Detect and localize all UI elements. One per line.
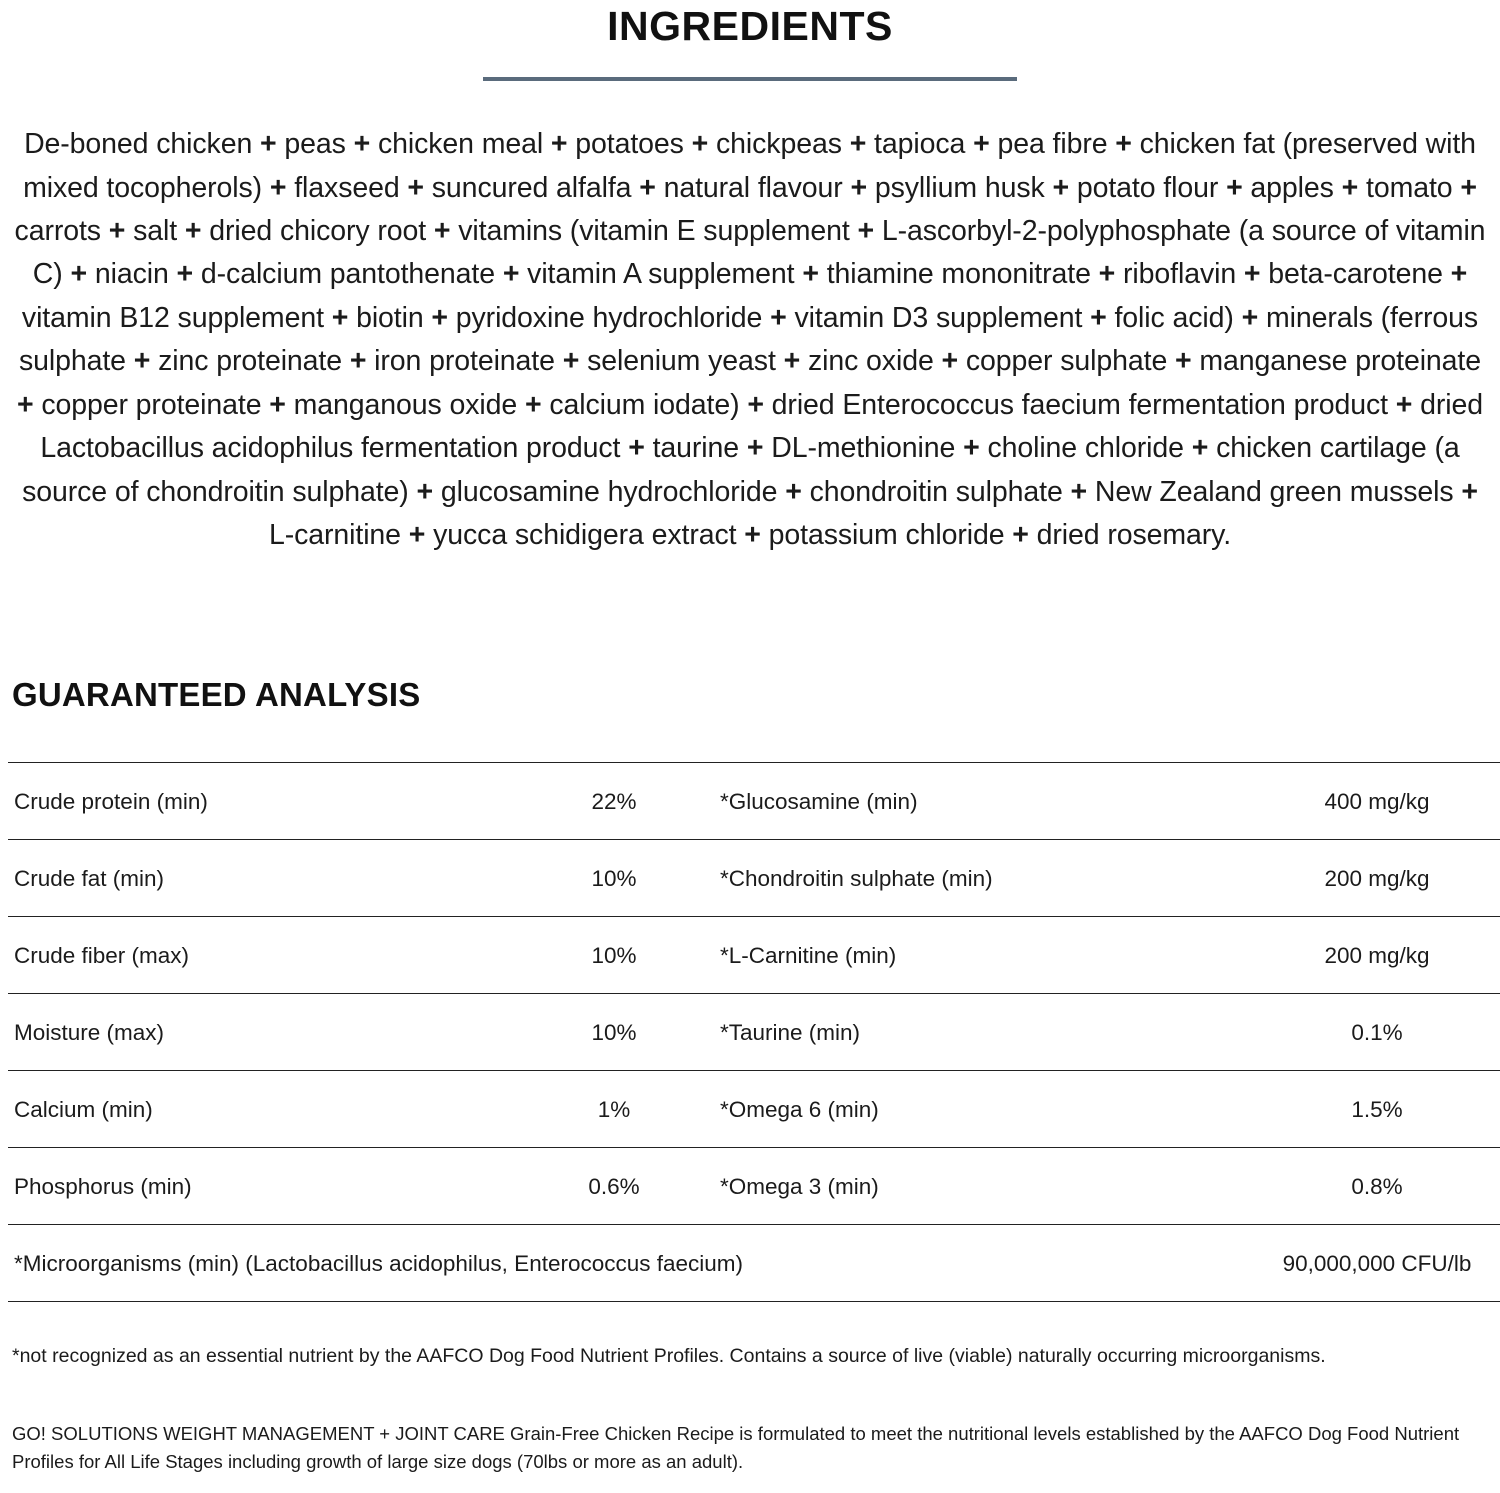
nutrient-label: *Omega 6 (min) (714, 1070, 1250, 1147)
table-row (8, 916, 1500, 993)
microorganisms-value: 90,000,000 CFU/lb (1250, 1224, 1500, 1301)
nutrient-value: 10% (514, 916, 714, 993)
nutrient-label: *Chondroitin sulphate (min) (714, 839, 1250, 916)
table-row (8, 993, 1500, 1070)
nutrient-label: *Taurine (min) (714, 993, 1250, 1070)
nutrient-value: 200 mg/kg (1250, 839, 1500, 916)
nutrient-label: Crude protein (min) (8, 762, 514, 839)
nutrient-value: 0.6% (514, 1147, 714, 1224)
aafco-statement: GO! SOLUTIONS WEIGHT MANAGEMENT + JOINT CARE Grain-Free Chicken Recipe is formulated to meet the nutritional levels established by the AAFCO Dog Food Nutrient Profiles for All Life Stages including growth of large size dogs (70lbs or more as an adult). (12, 1422, 1460, 1472)
nutrient-value: 0.1% (1250, 993, 1500, 1070)
nutrient-value: 22% (514, 762, 714, 839)
nutrient-value: 200 mg/kg (1250, 916, 1500, 993)
microorganisms-label: *Microorganisms (min) (Lactobacillus acidophilus, Enterococcus faecium) (8, 1224, 1250, 1301)
asterisk-footnote: *not recognized as an essential nutrient by the AAFCO Dog Food Nutrient Profiles. Contains a source of live (viable) naturally occurring microorganisms. (12, 1344, 1326, 1367)
nutrient-label: *L-Carnitine (min) (714, 916, 1250, 993)
ingredients-heading: INGREDIENTS (607, 3, 893, 49)
ingredients-text: De-boned chicken + peas + chicken meal + potatoes + chickpeas + tapioca + pea fibre + chicken fat (preserved with mixed tocopherols) + flaxseed + suncured alfalfa + natural flavour + psyllium husk + potato flour + apples + tomato + carrots + salt + dried chicory root + vitamins (vitamin E supplement + L-ascorbyl-2-polyphosphate (a source of vitamin C) + niacin + d-calcium pantothenate + vitamin A supplement + thiamine mononitrate + riboflavin + beta-carotene + vitamin B12 supplement + biotin + pyridoxine hydrochloride + vitamin D3 supplement + folic acid) + minerals (ferrous sulphate + zinc proteinate + iron proteinate + selenium yeast + zinc oxide + copper sulphate + manganese proteinate + copper proteinate + manganous oxide + calcium iodate) + dried Enterococcus faecium fermentation product + dried Lactobacillus acidophilus fermentation product + taurine + DL-methionine + choline chloride + chicken cartilage (a source of chondroitin sulphate) + glucosamine hydrochloride + chondroitin sulphate + New Zealand green mussels + L-carnitine + yucca schidigera extract + potassium chloride + dried rosemary. (14, 128, 1486, 552)
nutrient-label: *Omega 3 (min) (714, 1147, 1250, 1224)
nutrient-label: Calcium (min) (8, 1070, 514, 1147)
table-row (8, 762, 1500, 839)
table-row (8, 839, 1500, 916)
guaranteed-analysis-table (8, 762, 1500, 1302)
table-row-microorganisms (8, 1224, 1500, 1301)
nutrient-value: 0.8% (1250, 1147, 1500, 1224)
nutrient-label: Crude fat (min) (8, 839, 514, 916)
nutrient-label: *Glucosamine (min) (714, 762, 1250, 839)
nutrient-value: 1% (514, 1070, 714, 1147)
nutrient-label: Crude fiber (max) (8, 916, 514, 993)
guaranteed-analysis-heading: GUARANTEED ANALYSIS (12, 675, 421, 713)
table-row (8, 1070, 1500, 1147)
nutrient-value: 10% (514, 993, 714, 1070)
nutrient-value: 10% (514, 839, 714, 916)
nutrient-label: Phosphorus (min) (8, 1147, 514, 1224)
nutrient-value: 400 mg/kg (1250, 762, 1500, 839)
table-row (8, 1147, 1500, 1224)
heading-divider (483, 77, 1017, 81)
nutrient-value: 1.5% (1250, 1070, 1500, 1147)
nutrient-label: Moisture (max) (8, 993, 514, 1070)
